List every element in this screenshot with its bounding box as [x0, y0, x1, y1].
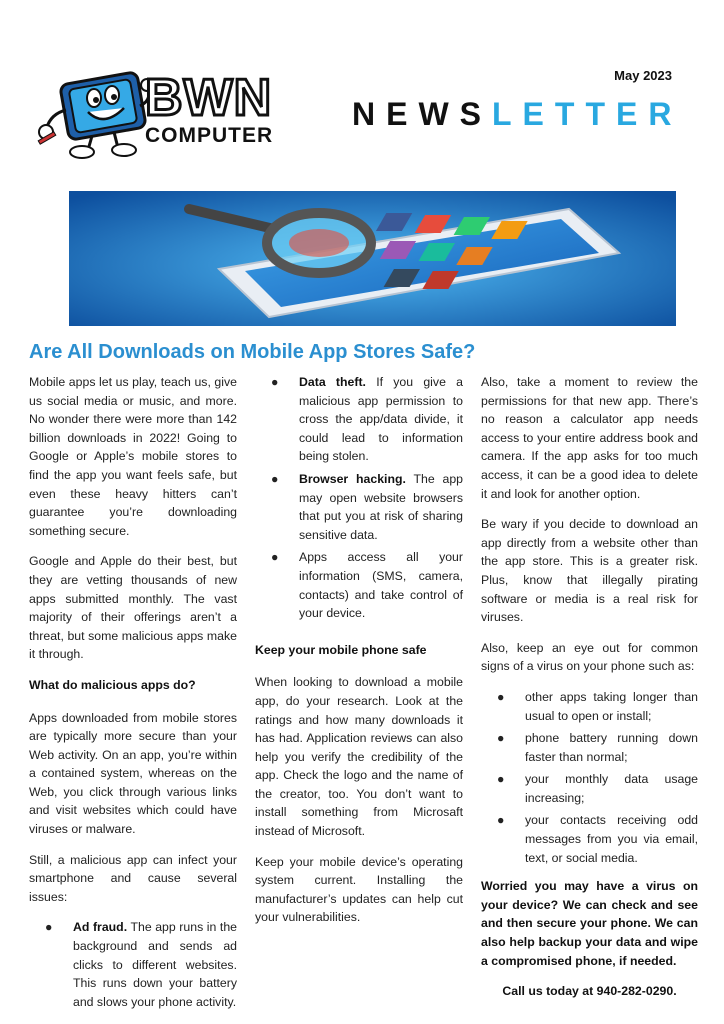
callout-paragraph: Worried you may have a virus on your device? We can check and see and then secure your phone. We can also help backup your data and wipe a compromised phone, if needed. — [481, 879, 698, 968]
list-item: ● Data theft. If you give a malicious app permission to cross the app/data divide, it could lead to information being stolen. — [271, 375, 463, 464]
newsletter-title: NEWSLETTER — [352, 96, 683, 132]
bullet-icon: ● — [497, 731, 505, 746]
bullet-icon: ● — [45, 920, 53, 935]
list-item: ● phone battery running down faster than normal; — [497, 731, 698, 764]
section-heading: Keep your mobile phone safe — [255, 642, 427, 657]
logo-text — [145, 69, 274, 148]
paragraph: Google and Apple do their best, but they are vetting thousands of new apps submitted monthly. The vast majority of their offerings aren’t a threat, but some malicious apps make it through. — [29, 554, 237, 662]
list-item: ● your monthly data usage increasing; — [497, 772, 698, 805]
issues-list-continued — [255, 373, 463, 623]
paragraph: Keep your mobile device’s operating system current. Installing the manufacturer’s updates can help cut your vulnerabilities. — [255, 854, 463, 925]
call-to-action: Call us today at 940-282-0290. — [502, 984, 677, 999]
column-3 — [481, 373, 698, 1013]
list-item: ● Apps access all your information (SMS, camera, contacts) and take control of your device. — [271, 550, 463, 621]
paragraph: Also, keep an eye out for common signs of a virus on your phone such as: — [481, 640, 698, 674]
column-1 — [29, 373, 237, 1015]
column-2 — [255, 373, 463, 939]
paragraph: Also, take a moment to review the permissions for that new app. There’s no reason a calculator app needs access to your entire address book and camera. If the app asks for too much access, it can be a good idea to delete it and look for another option. — [481, 375, 698, 501]
list-item: ● other apps taking longer than usual to open or install; — [497, 689, 698, 723]
logo-sub-text: COMPUTER — [145, 124, 274, 147]
virus-signs-list — [481, 688, 698, 867]
paragraph: Still, a malicious app can infect your smartphone and cause several issues: — [29, 852, 237, 904]
bullet-icon: ● — [497, 813, 505, 828]
list-item: ● your contacts receiving odd messages from you via email, text, or social media. — [497, 813, 698, 865]
bullet-icon: ● — [497, 772, 505, 787]
paragraph: Be wary if you decide to download an app directly from a website other than the app store. This is a greater risk. Plus, know that illegally pirating software or media is a real risk for viruses. — [481, 517, 698, 625]
list-item: ● Ad fraud. The app runs in the background and sends ad clicks to different websites. This runs down your battery and slows your phone activity. — [45, 920, 238, 1009]
paragraph: Mobile apps let us play, teach us, give us social media or music, and more. No wonder there were more than 142 billion downloads in 2022! Going to Google or Apple’s mobile stores to find the app you want feels safe, but even these heavy hitters can’t guarantee you’re downloading something secure. — [29, 375, 237, 538]
bullet-icon: ● — [271, 375, 279, 389]
mascot-computer-icon — [36, 70, 151, 160]
paragraph: Apps downloaded from mobile stores are typically more secure than your Web activity. On an app, you’re within a contained system, whereas on the Web, you click through various links and visit websites which could have viruses or malware. — [29, 710, 237, 837]
hero-image — [69, 191, 676, 326]
paragraph: When looking to download a mobile app, do your research. Look at the ratings and how many downloads it has had. Application reviews can also help you verify the credibility of the app. Check the logo and the name of the creator, too. You don’t want to install something from Microsaft instead of Microsoft. — [255, 675, 463, 839]
magnifier-phone-icon — [69, 191, 676, 326]
issues-list — [29, 918, 237, 1011]
bullet-icon: ● — [271, 550, 279, 565]
section-heading: What do malicious apps do? — [29, 677, 196, 692]
bullet-icon: ● — [497, 689, 505, 704]
issue-date: May 2023 — [614, 68, 672, 83]
bullet-icon: ● — [271, 471, 279, 486]
article-headline: Are All Downloads on Mobile App Stores Safe? — [29, 341, 476, 363]
list-item: ● Browser hacking. The app may open website browsers that put you at risk of sharing sensitive data. — [271, 471, 463, 542]
logo-main-text: BWN — [145, 69, 273, 127]
